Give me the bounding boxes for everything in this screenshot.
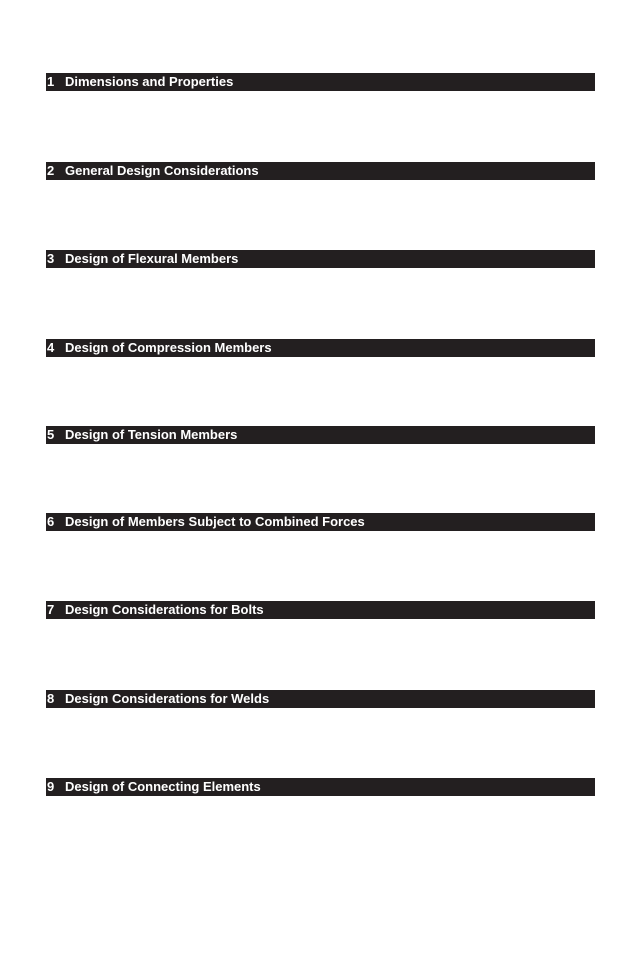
- section-number: 8: [47, 691, 55, 706]
- section-number: 2: [47, 163, 55, 178]
- section-title: Design Considerations for Welds: [65, 691, 270, 706]
- section-number: 7: [47, 602, 55, 617]
- section-number: 9: [47, 779, 55, 794]
- section-title: General Design Considerations: [65, 163, 259, 178]
- section-title: Design of Connecting Elements: [65, 779, 261, 794]
- section-title: Design of Tension Members: [65, 427, 238, 442]
- section-number: 6: [47, 514, 55, 529]
- section-bar-1: [46, 73, 595, 91]
- section-bar-4: [46, 339, 595, 357]
- section-title: Design Considerations for Bolts: [65, 602, 264, 617]
- section-title: Design of Members Subject to Combined Forces: [65, 514, 365, 529]
- section-number: 1: [47, 74, 55, 89]
- section-title: Design of Compression Members: [65, 340, 272, 355]
- section-bar-7: [46, 601, 595, 619]
- section-number: 5: [47, 427, 55, 442]
- section-number: 4: [47, 340, 55, 355]
- section-number: 3: [47, 251, 55, 266]
- section-bar-6: [46, 513, 595, 531]
- section-bar-8: [46, 690, 595, 708]
- section-bar-5: [46, 426, 595, 444]
- section-bar-2: [46, 162, 595, 180]
- section-bar-3: [46, 250, 595, 268]
- section-title: Dimensions and Properties: [65, 74, 234, 89]
- section-bar-9: [46, 778, 595, 796]
- section-title: Design of Flexural Members: [65, 251, 239, 266]
